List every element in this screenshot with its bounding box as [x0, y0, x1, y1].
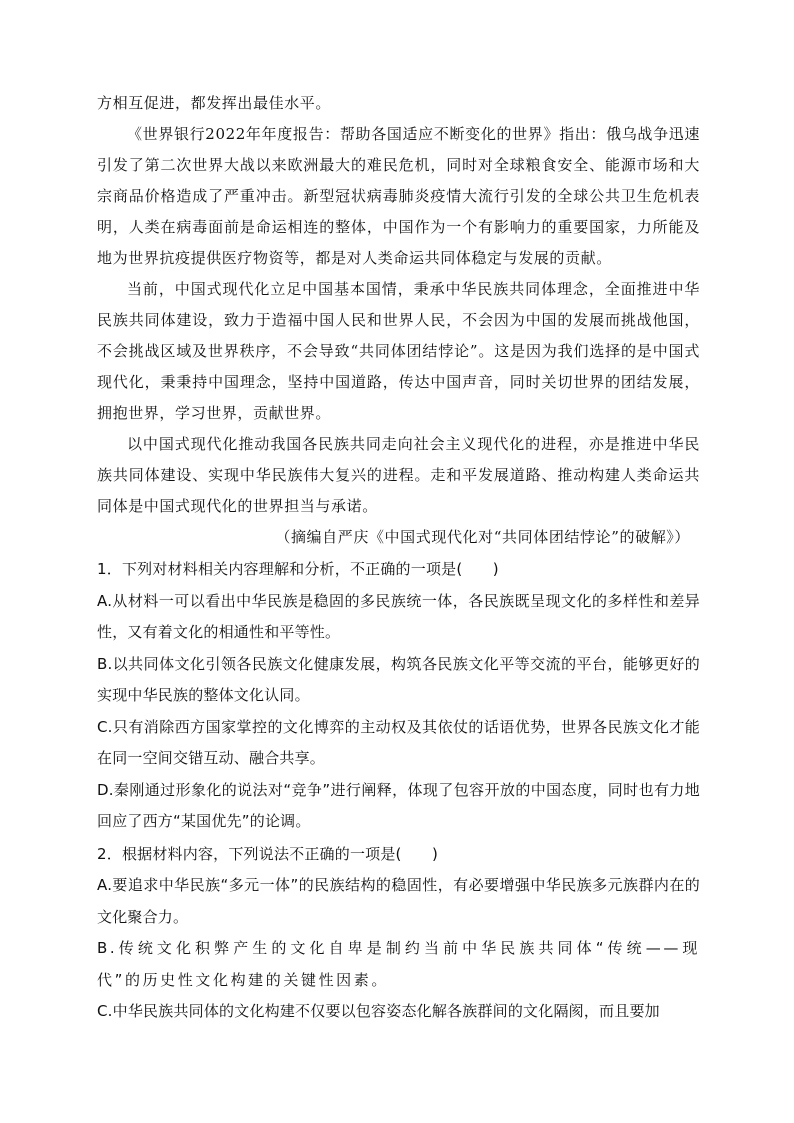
question-stem: 2．根据材料内容，下列说法不正确的一项是( )	[97, 844, 439, 863]
reading-passage	[97, 88, 700, 553]
option-d: D.秦刚通过形象化的说法对“竞争”进行阐释，体现了包容开放的中国态度，同时也有力地回应了西方“某国优先”的论调。	[97, 780, 700, 830]
option-c: C.只有消除西方国家掌控的文化博弈的主动权及其依仗的话语优势，世界各民族文化才能在同一空间交错互动、融合共享。	[97, 717, 700, 767]
passage-source: （摘编自严庆《中国式现代化对“共同体团结悖论”的破解》）	[275, 528, 690, 546]
passage-paragraph: 以中国式现代化推动我国各民族共同走向社会主义现代化的进程，亦是推进中华民族共同体建设、实现中华民族伟大复兴的进程。走和平发展道路、推动构建人类命运共同体是中国式现代化的世界担当与承诺。	[97, 435, 700, 515]
option-a: A.要追求中华民族“多元一体”的民族结构的稳固性，有必要增强中华民族多元族群内在的文化聚合力。	[97, 876, 700, 926]
passage-paragraph: 《世界银行2022年年度报告：帮助各国适应不断变化的世界》指出：俄乌战争迅速引发了第二次世界大战以来欧洲最大的难民危机，同时对全球粮食安全、能源市场和大宗商品价格造成了严重冲击。新型冠状病毒肺炎疫情大流行引发的全球公共卫生危机表明，人类在病毒面前是命运相连的整体，中国作为一个有影响力的重要国家，力所能及地为世界抗疫提供医疗物资等，都是对人类命运共同体稳定与发展的贡献。	[97, 125, 700, 267]
passage-paragraph: 当前，中国式现代化立足中国基本国情，秉承中华民族共同体理念，全面推进中华民族共同体建设，致力于造福中国人民和世界人民，不会因为中国的发展而挑战他国，不会挑战区域及世界秩序，不会导致“共同体团结悖论”。这是因为我们选择的是中国式现代化，秉秉持中国理念，坚持中国道路，传达中国声音，同时关切世界的团结发展，拥抱世界，学习世界，贡献世界。	[97, 280, 700, 422]
question-2	[97, 839, 700, 1028]
option-a: A.从材料一可以看出中华民族是稳固的多民族统一体，各民族既呈现文化的多样性和差异性，又有着文化的相通性和平等性。	[97, 591, 700, 641]
page-content	[97, 88, 700, 1028]
question-1	[97, 554, 700, 838]
option-b: B.以共同体文化引领各民族文化健康发展，构筑各民族文化平等交流的平台，能够更好的实现中华民族的整体文化认同。	[97, 654, 700, 704]
question-stem: 1．下列对材料相关内容理解和分析，不正确的一项是( )	[97, 560, 499, 578]
option-c: C.中华民族共同体的文化构建不仅要以包容姿态化解各族群间的文化隔阂，而且要加	[97, 1002, 660, 1020]
option-b: B.传统文化积弊产生的文化自卑是制约当前中华民族共同体“传统——现代”的历史性文化构建的关键性因素。	[97, 939, 700, 989]
passage-paragraph: 方相互促进，都发挥出最佳水平。	[97, 94, 332, 112]
